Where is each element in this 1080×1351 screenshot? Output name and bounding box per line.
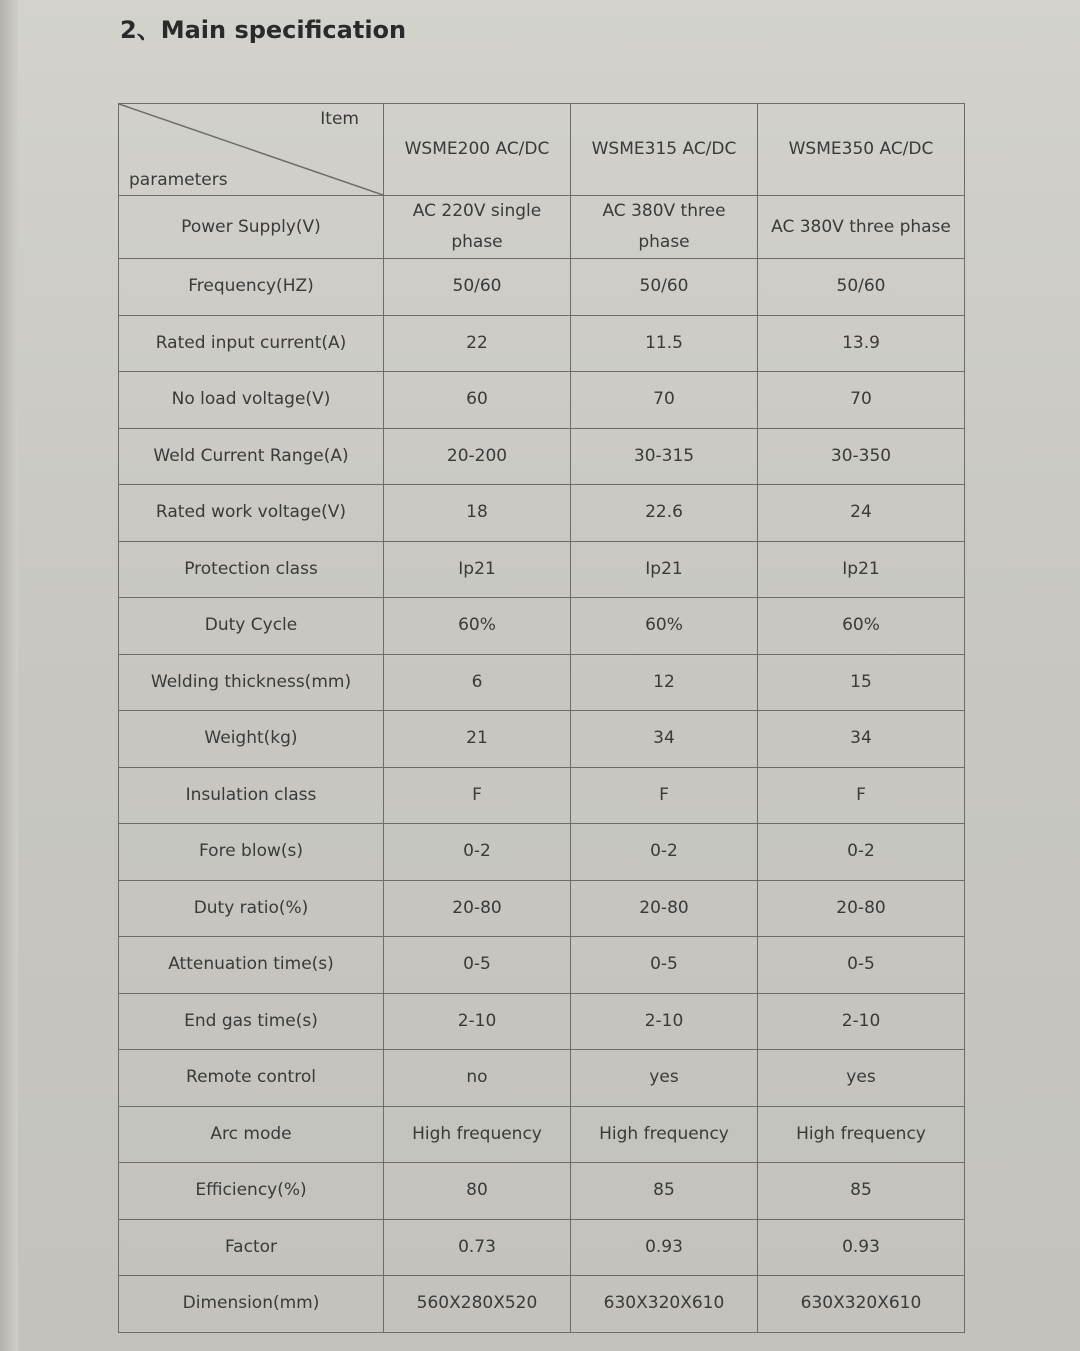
parameter-value-cell: 0-5 <box>571 937 758 994</box>
parameter-value-cell: 15 <box>758 654 965 711</box>
item-label: Item <box>320 109 359 129</box>
parameter-value-cell: 0-2 <box>384 824 571 881</box>
parameter-value-cell: Ip21 <box>384 541 571 598</box>
parameter-value-cell: 0-2 <box>758 824 965 881</box>
parameter-name-cell: Attenuation time(s) <box>119 937 384 994</box>
parameter-value-cell: 630X320X610 <box>758 1276 965 1333</box>
specification-table <box>118 103 965 1333</box>
parameter-value-cell: 2-10 <box>384 993 571 1050</box>
parameter-value-cell: 6 <box>384 654 571 711</box>
parameter-name-cell: Arc mode <box>119 1106 384 1163</box>
parameter-value-cell: 24 <box>758 485 965 542</box>
parameter-value-cell: 70 <box>758 372 965 429</box>
parameter-value-cell: 0.93 <box>758 1219 965 1276</box>
table-row <box>119 372 965 429</box>
parameter-value-cell: 0.93 <box>571 1219 758 1276</box>
parameter-value-cell: 0-5 <box>758 937 965 994</box>
parameter-value-cell: 13.9 <box>758 315 965 372</box>
parameter-value-cell: 20-80 <box>758 880 965 937</box>
parameter-value-cell: High frequency <box>384 1106 571 1163</box>
parameter-value-cell: 85 <box>571 1163 758 1220</box>
parameter-value-cell: 30-315 <box>571 428 758 485</box>
table-row <box>119 1106 965 1163</box>
parameter-value-cell: 0-2 <box>571 824 758 881</box>
section-heading: 2、Main specification <box>120 16 407 44</box>
parameter-value-cell: AC 380V three phase <box>758 196 965 259</box>
parameter-value-cell: 18 <box>384 485 571 542</box>
parameter-value-cell: 20-80 <box>571 880 758 937</box>
parameters-label: parameters <box>129 170 228 190</box>
page-binding-edge <box>0 0 18 1351</box>
model-header-wsme200: WSME200 AC/DC <box>384 104 571 196</box>
model-header-wsme315: WSME315 AC/DC <box>571 104 758 196</box>
parameter-value-cell: 60 <box>384 372 571 429</box>
parameter-value-cell: F <box>758 767 965 824</box>
parameter-name-cell: End gas time(s) <box>119 993 384 1050</box>
table-row <box>119 767 965 824</box>
parameter-name-cell: Dimension(mm) <box>119 1276 384 1333</box>
table-row <box>119 880 965 937</box>
model-header-wsme350: WSME350 AC/DC <box>758 104 965 196</box>
parameter-name-cell: Fore blow(s) <box>119 824 384 881</box>
parameter-value-cell: 70 <box>571 372 758 429</box>
parameter-name-cell: Weight(kg) <box>119 711 384 768</box>
parameter-value-cell: 60% <box>758 598 965 655</box>
table-row <box>119 541 965 598</box>
parameter-name-cell: Duty Cycle <box>119 598 384 655</box>
corner-header-cell <box>119 104 384 196</box>
parameter-value-cell: High frequency <box>758 1106 965 1163</box>
table-row <box>119 711 965 768</box>
table-row <box>119 1163 965 1220</box>
parameter-value-cell: F <box>571 767 758 824</box>
parameter-value-cell: 2-10 <box>758 993 965 1050</box>
parameter-value-cell: Ip21 <box>758 541 965 598</box>
parameter-name-cell: No load voltage(V) <box>119 372 384 429</box>
parameter-name-cell: Efficiency(%) <box>119 1163 384 1220</box>
parameter-value-cell: 34 <box>571 711 758 768</box>
table-row <box>119 196 965 259</box>
parameter-value-cell: 0-5 <box>384 937 571 994</box>
parameter-value-cell: Ip21 <box>571 541 758 598</box>
table-header-row <box>119 104 965 196</box>
table-row <box>119 598 965 655</box>
parameter-value-cell: 30-350 <box>758 428 965 485</box>
table-row <box>119 937 965 994</box>
table-row <box>119 1050 965 1107</box>
parameter-name-cell: Rated input current(A) <box>119 315 384 372</box>
parameter-name-cell: Power Supply(V) <box>119 196 384 259</box>
parameter-value-cell: yes <box>758 1050 965 1107</box>
table-row <box>119 824 965 881</box>
parameter-value-cell: 21 <box>384 711 571 768</box>
parameter-name-cell: Factor <box>119 1219 384 1276</box>
parameter-value-cell: 0.73 <box>384 1219 571 1276</box>
table-row <box>119 993 965 1050</box>
parameter-name-cell: Insulation class <box>119 767 384 824</box>
table-row <box>119 1219 965 1276</box>
parameter-value-cell: 60% <box>384 598 571 655</box>
parameter-value-cell: AC 220V single phase <box>384 196 571 259</box>
parameter-name-cell: Protection class <box>119 541 384 598</box>
parameter-value-cell: 12 <box>571 654 758 711</box>
table-row <box>119 315 965 372</box>
table-row <box>119 259 965 316</box>
parameter-value-cell: 22 <box>384 315 571 372</box>
table-row <box>119 1276 965 1333</box>
parameter-value-cell: 85 <box>758 1163 965 1220</box>
parameter-value-cell: 60% <box>571 598 758 655</box>
table-row <box>119 428 965 485</box>
table-row <box>119 654 965 711</box>
table-row <box>119 485 965 542</box>
parameter-name-cell: Rated work voltage(V) <box>119 485 384 542</box>
parameter-value-cell: 2-10 <box>571 993 758 1050</box>
parameter-value-cell: AC 380V three phase <box>571 196 758 259</box>
parameter-name-cell: Weld Current Range(A) <box>119 428 384 485</box>
parameter-value-cell: 22.6 <box>571 485 758 542</box>
parameter-value-cell: 50/60 <box>571 259 758 316</box>
parameter-value-cell: 34 <box>758 711 965 768</box>
parameter-value-cell: 80 <box>384 1163 571 1220</box>
parameter-name-cell: Welding thickness(mm) <box>119 654 384 711</box>
parameter-name-cell: Duty ratio(%) <box>119 880 384 937</box>
parameter-value-cell: no <box>384 1050 571 1107</box>
parameter-value-cell: 630X320X610 <box>571 1276 758 1333</box>
parameter-value-cell: 50/60 <box>384 259 571 316</box>
parameter-value-cell: 50/60 <box>758 259 965 316</box>
parameter-value-cell: 20-80 <box>384 880 571 937</box>
parameter-value-cell: 11.5 <box>571 315 758 372</box>
parameter-value-cell: 560X280X520 <box>384 1276 571 1333</box>
parameter-value-cell: High frequency <box>571 1106 758 1163</box>
parameter-value-cell: yes <box>571 1050 758 1107</box>
parameter-name-cell: Remote control <box>119 1050 384 1107</box>
parameter-value-cell: F <box>384 767 571 824</box>
parameter-value-cell: 20-200 <box>384 428 571 485</box>
parameter-name-cell: Frequency(HZ) <box>119 259 384 316</box>
